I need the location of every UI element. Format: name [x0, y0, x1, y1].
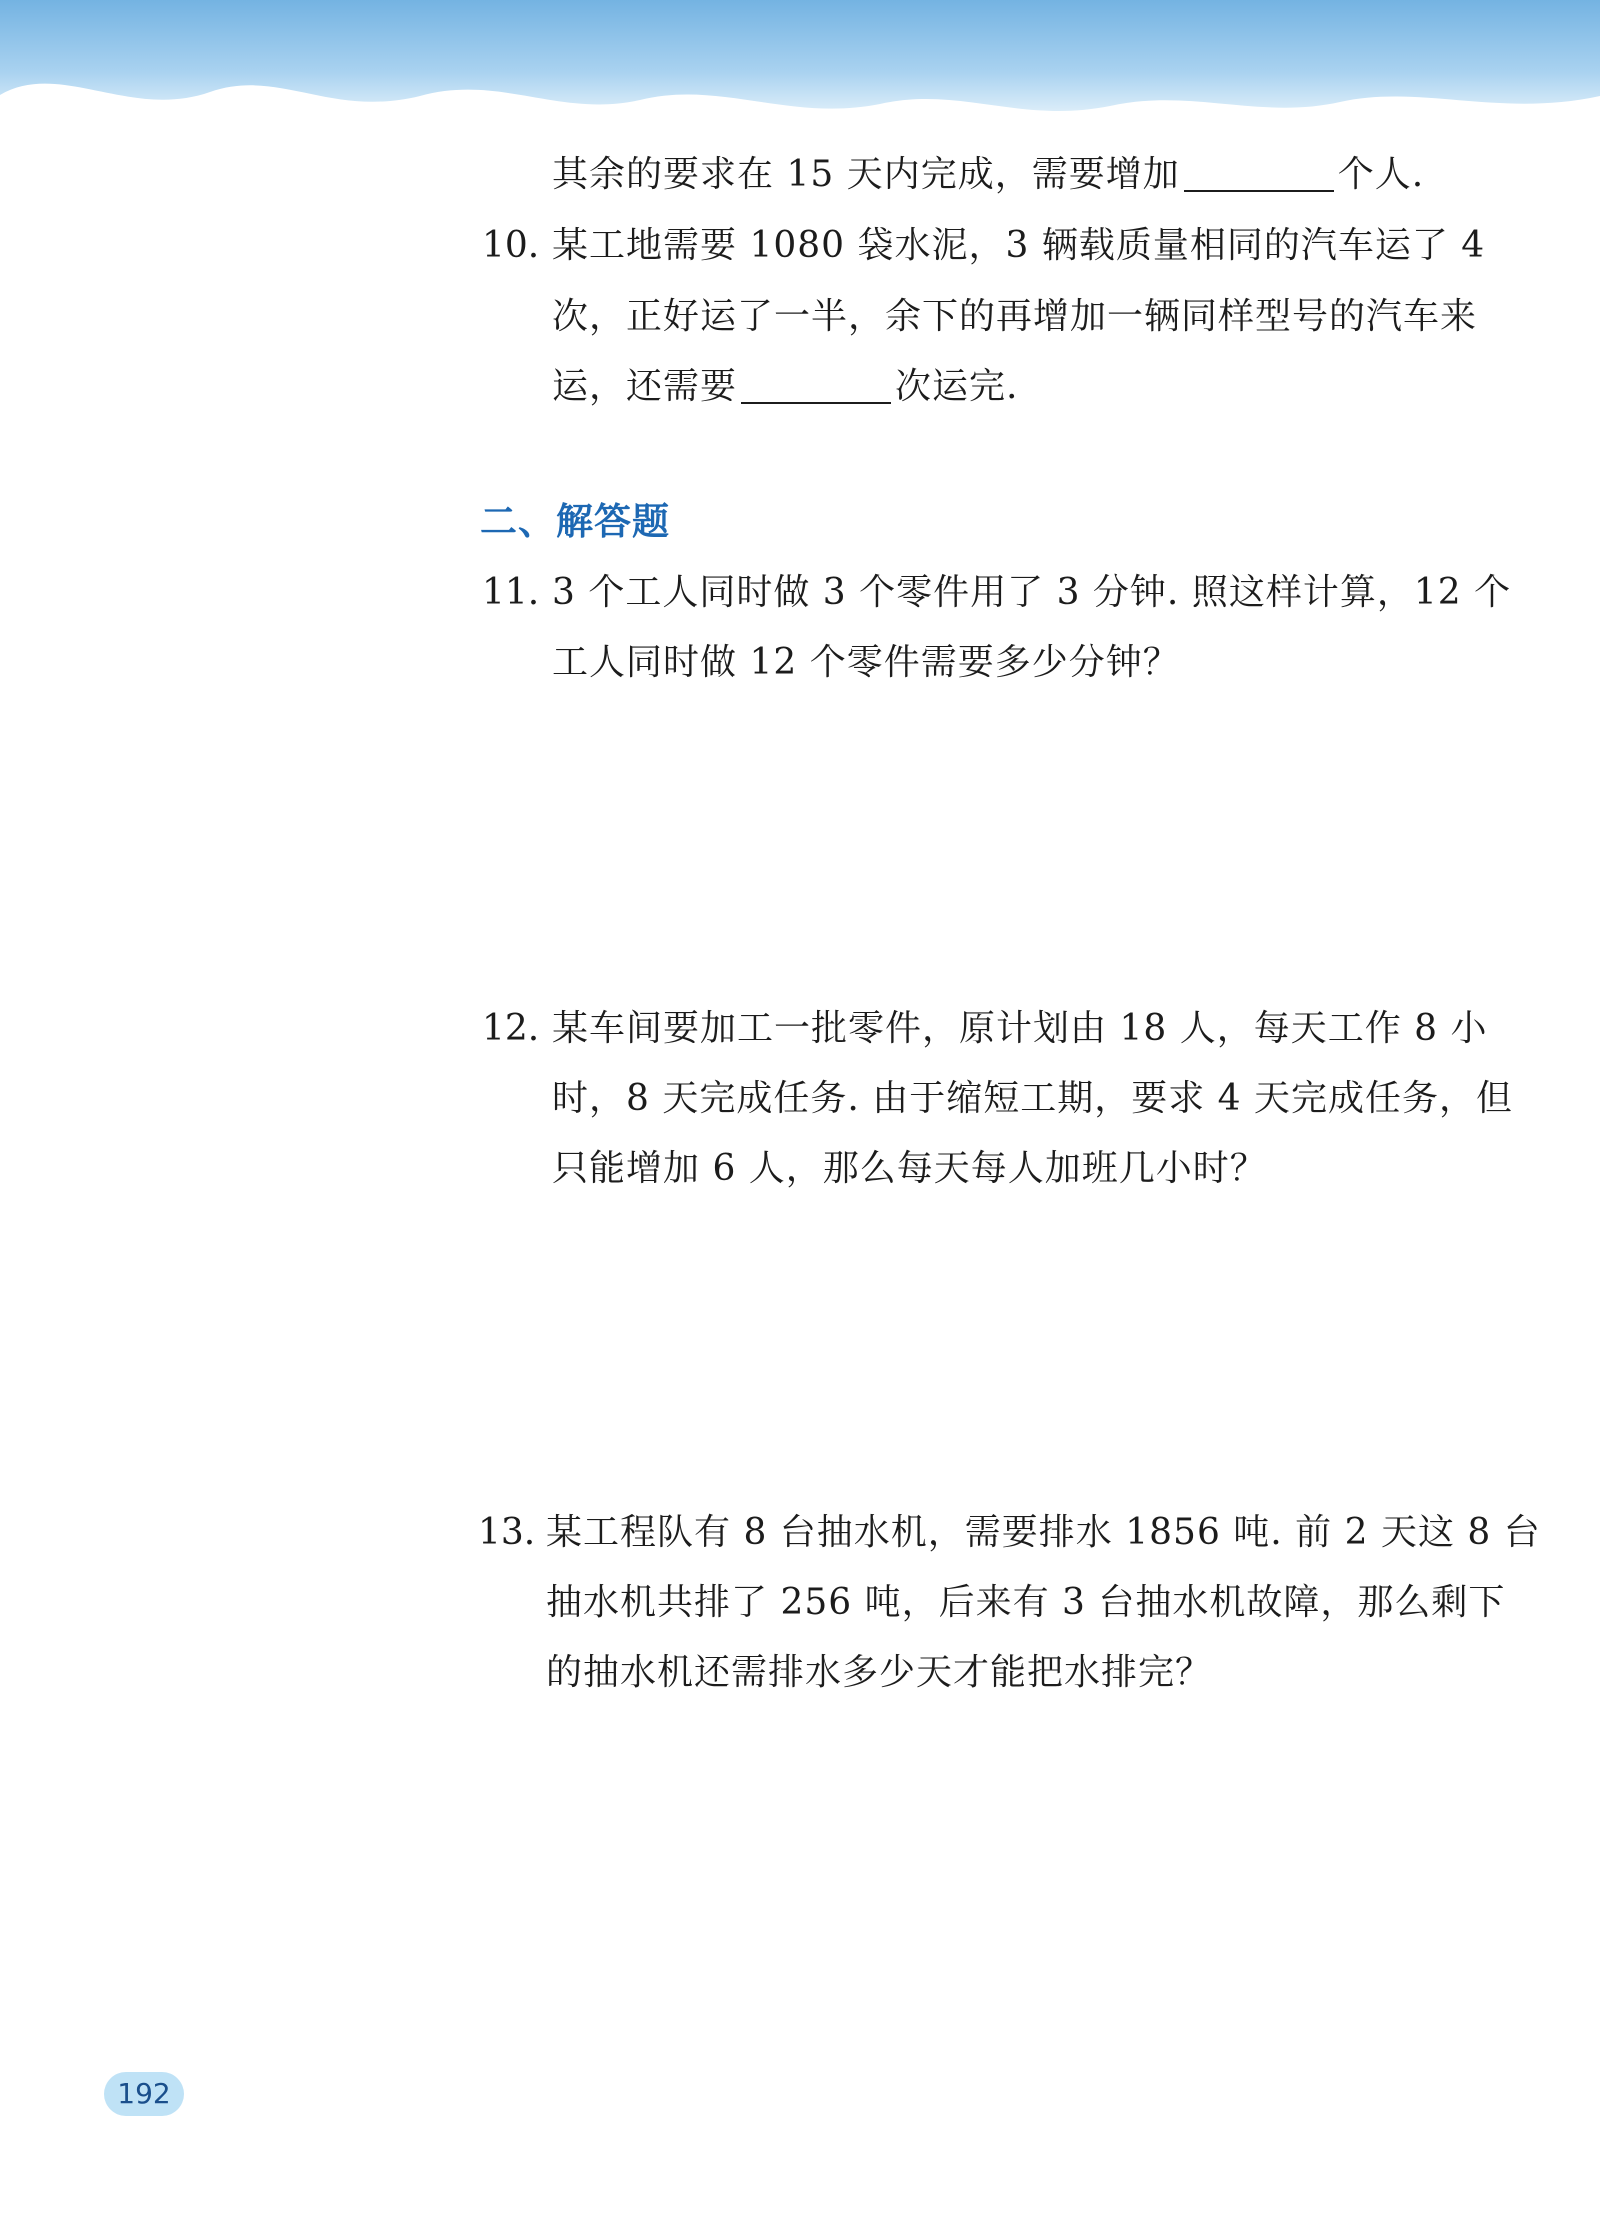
q10-line-3 [552, 362, 1018, 412]
q11-line-1: 3 个工人同时做 3 个零件用了 3 分钟. 照这样计算，12 个 [552, 572, 1512, 613]
q9-continued-line [552, 150, 1424, 200]
page-number: 192 [117, 2077, 171, 2110]
q12-line-3: 只能增加 6 人，那么每天每人加班几小时？ [552, 1148, 1267, 1189]
q10-line-2: 次，正好运了一半，余下的再增加一辆同样型号的汽车来 [552, 296, 1478, 337]
q10-text-b: 次运完. [895, 366, 1019, 407]
q11-line-2: 工人同时做 12 个零件需要多少分钟？ [552, 642, 1180, 683]
section-title-answer-questions: 二、解答题 [480, 500, 670, 543]
q10-answer-blank[interactable] [741, 366, 891, 404]
q13-number: 13. [478, 1512, 536, 1553]
q10-number: 10. [482, 225, 540, 266]
q12-line-1: 某车间要加工一批零件，原计划由 18 人，每天工作 8 小 [552, 1008, 1488, 1049]
q12-line-2: 时，8 天完成任务. 由于缩短工期，要求 4 天完成任务，但 [552, 1078, 1514, 1119]
q13-line-2: 抽水机共排了 256 吨，后来有 3 台抽水机故障，那么剩下 [546, 1582, 1506, 1623]
q11-number: 11. [482, 572, 540, 613]
q13-line-1: 某工程队有 8 台抽水机，需要排水 1856 吨. 前 2 天这 8 台 [546, 1512, 1541, 1553]
q13-line-3: 的抽水机还需排水多少天才能把水排完？ [546, 1652, 1213, 1693]
q9-answer-blank[interactable] [1184, 154, 1334, 192]
q9-text-b: 个人. [1337, 154, 1425, 195]
q10-line-1: 某工地需要 1080 袋水泥，3 辆载质量相同的汽车运了 4 [552, 225, 1486, 266]
q10-text-a: 运，还需要 [552, 366, 738, 407]
q12-number: 12. [482, 1008, 540, 1049]
q9-text-a: 其余的要求在 15 天内完成，需要增加 [552, 154, 1180, 195]
